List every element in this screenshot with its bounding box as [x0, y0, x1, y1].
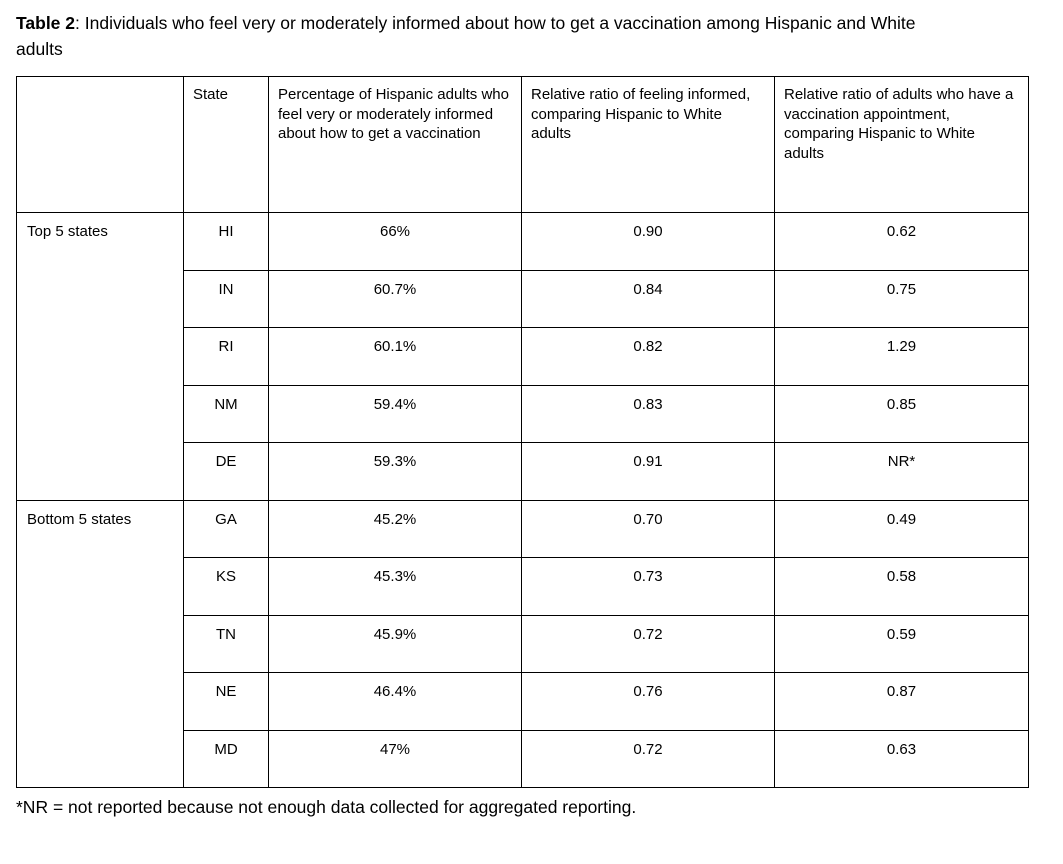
cell-ratio-informed: 0.76: [522, 673, 775, 731]
cell-ratio-informed: 0.90: [522, 213, 775, 271]
cell-ratio-informed: 0.83: [522, 385, 775, 443]
cell-ratio-informed: 0.91: [522, 443, 775, 501]
cell-state: DE: [184, 443, 269, 501]
table-header-row: [17, 77, 1029, 213]
cell-percentage: 46.4%: [269, 673, 522, 731]
footnote: *NR = not reported because not enough data collected for aggregated reporting.: [16, 797, 637, 817]
cell-ratio-appointment: NR*: [775, 443, 1029, 501]
row-group-label-bottom5: Bottom 5 states: [17, 500, 184, 788]
cell-state: TN: [184, 615, 269, 673]
cell-state: GA: [184, 500, 269, 558]
table-row: [17, 500, 1029, 558]
cell-ratio-appointment: 0.63: [775, 730, 1029, 788]
cell-percentage: 59.4%: [269, 385, 522, 443]
header-state: State: [184, 77, 269, 213]
cell-ratio-appointment: 0.75: [775, 270, 1029, 328]
cell-percentage: 60.7%: [269, 270, 522, 328]
cell-ratio-appointment: 0.59: [775, 615, 1029, 673]
cell-ratio-appointment: 0.49: [775, 500, 1029, 558]
table-caption: [16, 10, 964, 62]
cell-ratio-appointment: 0.85: [775, 385, 1029, 443]
header-empty: [17, 77, 184, 213]
cell-state: RI: [184, 328, 269, 386]
header-ratio-appointment: Relative ratio of adults who have a vaccination appointment, comparing Hispanic to White adults: [775, 77, 1029, 213]
cell-ratio-informed: 0.84: [522, 270, 775, 328]
data-table: [16, 76, 1029, 788]
cell-percentage: 66%: [269, 213, 522, 271]
table-row: [17, 213, 1029, 271]
cell-percentage: 45.2%: [269, 500, 522, 558]
cell-state: HI: [184, 213, 269, 271]
header-percentage-informed: Percentage of Hispanic adults who feel very or moderately informed about how to get a vaccination: [269, 77, 522, 213]
cell-percentage: 60.1%: [269, 328, 522, 386]
row-group-label-top5: Top 5 states: [17, 213, 184, 501]
cell-state: NE: [184, 673, 269, 731]
header-ratio-informed: Relative ratio of feeling informed, comparing Hispanic to White adults: [522, 77, 775, 213]
cell-percentage: 47%: [269, 730, 522, 788]
cell-ratio-informed: 0.82: [522, 328, 775, 386]
cell-ratio-appointment: 0.62: [775, 213, 1029, 271]
table-caption-label: Table 2: [16, 13, 76, 33]
table-caption-text: : Individuals who feel very or moderately informed about how to get a vaccination among Hispanic and White adults: [16, 13, 916, 59]
cell-state: NM: [184, 385, 269, 443]
cell-ratio-informed: 0.70: [522, 500, 775, 558]
cell-percentage: 45.9%: [269, 615, 522, 673]
cell-ratio-informed: 0.72: [522, 730, 775, 788]
cell-state: MD: [184, 730, 269, 788]
cell-percentage: 59.3%: [269, 443, 522, 501]
cell-state: IN: [184, 270, 269, 328]
cell-ratio-appointment: 0.87: [775, 673, 1029, 731]
cell-ratio-informed: 0.72: [522, 615, 775, 673]
cell-ratio-appointment: 1.29: [775, 328, 1029, 386]
cell-ratio-informed: 0.73: [522, 558, 775, 616]
cell-percentage: 45.3%: [269, 558, 522, 616]
cell-ratio-appointment: 0.58: [775, 558, 1029, 616]
cell-state: KS: [184, 558, 269, 616]
